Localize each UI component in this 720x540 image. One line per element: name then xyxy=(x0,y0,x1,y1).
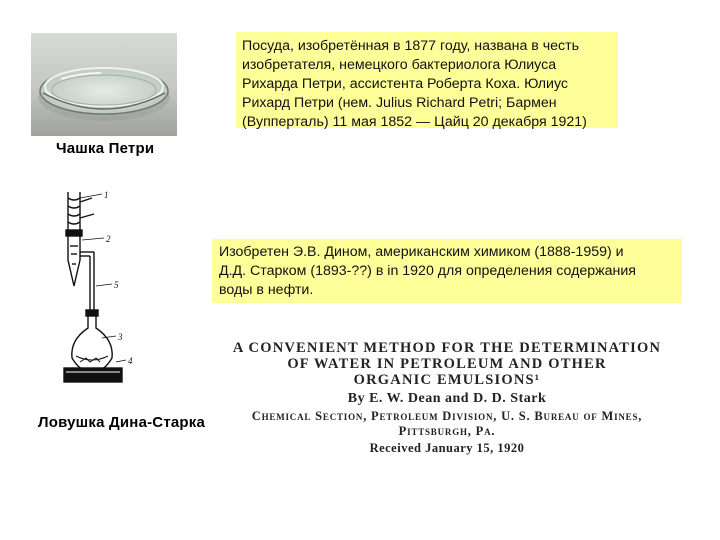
petri-description-box xyxy=(236,32,618,128)
dean-stark-trap-drawing xyxy=(50,190,150,390)
trap-label: 3 xyxy=(118,332,123,342)
petri-description-line: изобретателя, немецкого бактериолога Юлиуса xyxy=(242,57,557,73)
article-title-line: ORGANIC EMULSIONS¹ xyxy=(353,372,541,388)
trap-label: 4 xyxy=(128,356,133,366)
trap-description-box xyxy=(212,239,682,303)
trap-label: 1 xyxy=(104,190,109,200)
petri-description-line: Рихард Петри (нем. Julius Richard Petri; Бармен xyxy=(242,95,557,111)
petri-dish-photo xyxy=(31,33,177,136)
article-title-line: OF WATER IN PETROLEUM AND OTHER xyxy=(287,356,607,372)
trap-label: 2 xyxy=(106,234,111,244)
trap-label: 5 xyxy=(114,280,119,290)
trap-caption: Ловушка Дина-Старка xyxy=(38,414,206,431)
petri-description-line: (Вупперталь) 11 мая 1852 — Цайц 20 декабря 1921) xyxy=(242,114,587,130)
article-author: By E. W. Dean and D. D. Stark xyxy=(347,391,547,406)
petri-caption: Чашка Петри xyxy=(56,140,155,157)
trap-description-line: воды в нефти. xyxy=(219,282,314,298)
petri-description-line: Посуда, изобретённая в 1877 году, названа в честь xyxy=(242,38,580,54)
petri-description-line: Рихарда Петри, ассистента Роберта Коха. Юлиус xyxy=(242,76,568,92)
article-received: Received January 15, 1920 xyxy=(369,441,525,455)
article-affiliation-line: Pittsburgh, Pa. xyxy=(398,424,496,438)
trap-description-line: Д.Д. Старком (1893-??) в in 1920 для определения содержания xyxy=(219,263,636,279)
trap-description-line: Изобретен Э.В. Дином, американским химиком (1888-1959) и xyxy=(219,244,624,260)
article-header-scan xyxy=(232,340,662,470)
article-affiliation-line: Chemical Section, Petroleum Division, U. S. Bureau of Mines, xyxy=(251,409,643,423)
article-title-line: A CONVENIENT METHOD FOR THE DETERMINATION xyxy=(232,340,662,356)
